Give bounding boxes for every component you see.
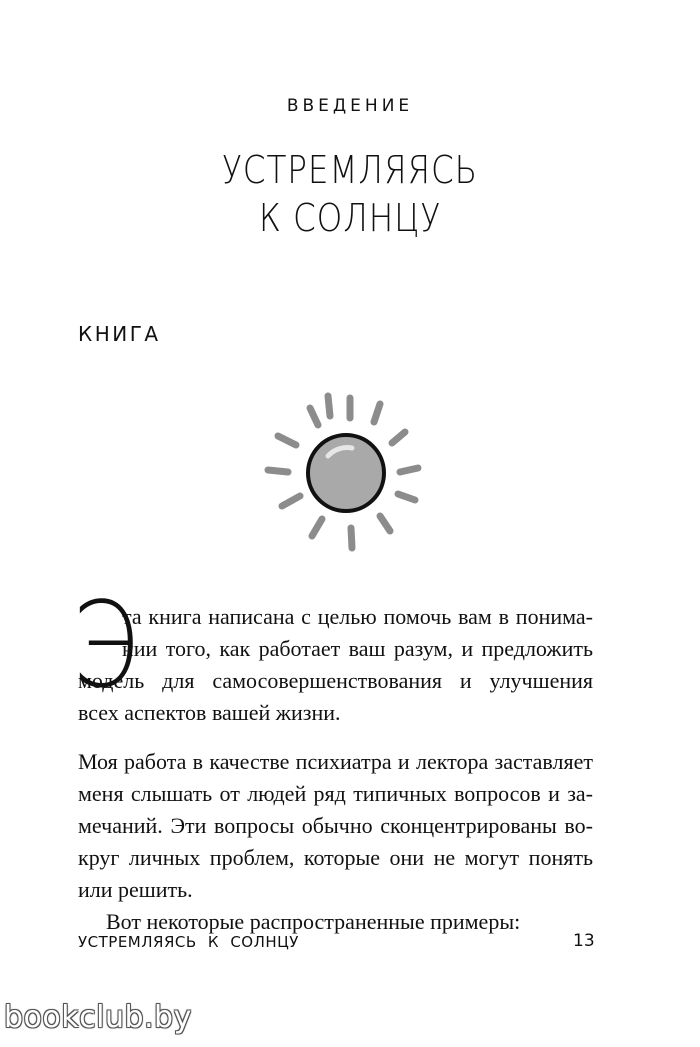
sun-icon bbox=[250, 388, 450, 568]
chapter-title-line-1: УСТРЕМЛЯЯСЬ bbox=[222, 148, 478, 192]
chapter-kicker: ВВЕДЕНИЕ bbox=[286, 96, 414, 116]
page-number: 13 bbox=[573, 931, 595, 951]
drop-cap: Э bbox=[72, 576, 138, 714]
section-heading: КНИГА bbox=[78, 322, 161, 346]
paragraph-2-line-5: или решить. bbox=[78, 877, 193, 902]
watermark: bookclub.by bbox=[4, 1000, 192, 1035]
paragraph-1-line-4: всех аспектов вашей жизни. bbox=[78, 700, 341, 725]
paragraph-1-line-3: модель для самосовершенствования и улучшения bbox=[78, 668, 593, 693]
paragraph-1-line-2: нии того, как работает ваш разум, и предложить bbox=[122, 636, 593, 661]
paragraph-2-line-2: меня слышать от людей ряд типичных вопросов и за- bbox=[78, 781, 593, 806]
paragraph-3: Вот некоторые распространенные примеры: bbox=[106, 909, 521, 934]
paragraph-2-line-1: Моя работа в качестве психиатра и лектора заставляет bbox=[78, 749, 593, 774]
chapter-title-line-2: К СОЛНЦУ bbox=[258, 196, 442, 240]
paragraph-1-line-1: та книга написана с целью помочь вам в понима- bbox=[122, 604, 593, 629]
paragraph-2-line-3: мечаний. Эти вопросы обычно сконцентрированы во- bbox=[78, 813, 593, 838]
running-footer-title: УСТРЕМЛЯЯСЬ К СОЛНЦУ bbox=[78, 933, 299, 951]
paragraph-2-line-4: круг личных проблем, которые они не могут понять bbox=[78, 845, 593, 870]
